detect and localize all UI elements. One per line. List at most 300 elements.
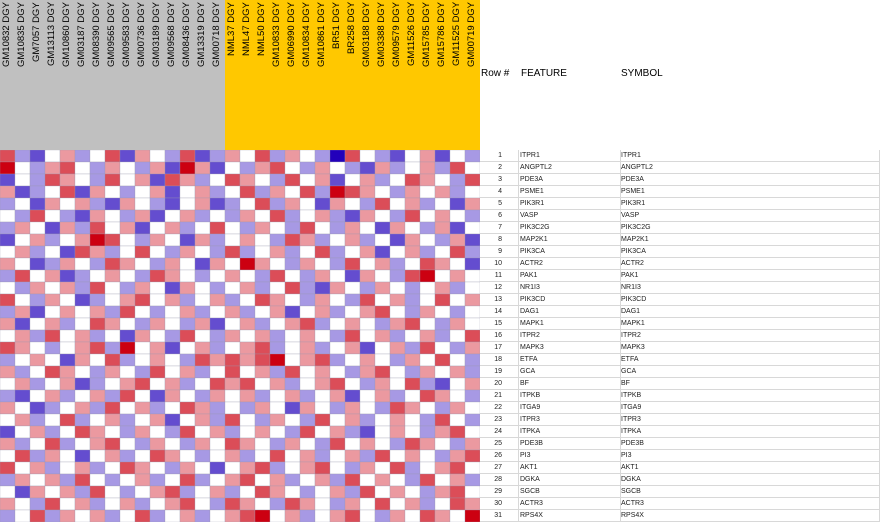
symbol-cell: GCA <box>621 368 637 375</box>
heatmap-cell <box>165 378 180 390</box>
heatmap-cell <box>420 318 435 330</box>
heatmap-cell <box>225 258 240 270</box>
heatmap-cell <box>345 306 360 318</box>
heatmap-cell <box>30 330 45 342</box>
heatmap-cell <box>180 330 195 342</box>
heatmap-cell <box>0 294 15 306</box>
heatmap-cell <box>435 366 450 378</box>
column-divider <box>518 414 519 425</box>
heatmap-cell <box>150 414 165 426</box>
heatmap-cell <box>165 222 180 234</box>
heatmap-cell <box>75 354 90 366</box>
heatmap-cell <box>405 366 420 378</box>
heatmap-cell <box>465 318 480 330</box>
feature-cell: ITPR1 <box>520 152 540 159</box>
column-divider <box>620 366 621 377</box>
table-row <box>480 450 880 462</box>
column-divider <box>620 186 621 197</box>
heatmap-cell <box>420 510 435 522</box>
heatmap-cell <box>255 414 270 426</box>
heatmap-cell <box>90 222 105 234</box>
heatmap-cell <box>225 342 240 354</box>
heatmap-cell <box>330 270 345 282</box>
heatmap-cell <box>240 222 255 234</box>
heatmap-cell <box>105 402 120 414</box>
heatmap-cell <box>465 306 480 318</box>
heatmap-cell <box>360 402 375 414</box>
row-number: 25 <box>494 440 502 447</box>
heatmap-cell <box>270 306 285 318</box>
heatmap-cell <box>330 294 345 306</box>
heatmap-cell <box>15 282 30 294</box>
heatmap-cell <box>120 246 135 258</box>
heatmap-cell <box>255 222 270 234</box>
heatmap-cell <box>105 270 120 282</box>
heatmap-cell <box>0 486 15 498</box>
heatmap-cell <box>90 150 105 162</box>
heatmap-cell <box>150 378 165 390</box>
heatmap-cell <box>375 174 390 186</box>
heatmap-cell <box>435 186 450 198</box>
heatmap-cell <box>15 162 30 174</box>
heatmap-cell <box>450 402 465 414</box>
table-row <box>480 210 880 222</box>
heatmap-cell <box>435 462 450 474</box>
heatmap-cell <box>150 234 165 246</box>
heatmap-cell <box>150 162 165 174</box>
column-divider <box>620 246 621 257</box>
feature-cell: PIK3CA <box>520 248 545 255</box>
heatmap-cell <box>405 402 420 414</box>
heatmap-cell <box>75 258 90 270</box>
heatmap-cell <box>300 426 315 438</box>
heatmap-cell <box>90 450 105 462</box>
heatmap-cell <box>390 282 405 294</box>
column-divider <box>518 222 519 233</box>
heatmap-cell <box>150 438 165 450</box>
heatmap-cell <box>315 450 330 462</box>
heatmap-cell <box>30 258 45 270</box>
heatmap-cell <box>75 414 90 426</box>
heatmap-cell <box>150 210 165 222</box>
heatmap-cell <box>60 390 75 402</box>
heatmap-cell <box>105 330 120 342</box>
heatmap-cell <box>180 150 195 162</box>
feature-cell: ACTR2 <box>520 260 543 267</box>
heatmap-cell <box>0 426 15 438</box>
heatmap-cell <box>0 402 15 414</box>
row-number: 22 <box>494 404 502 411</box>
heatmap-cell <box>390 438 405 450</box>
symbol-cell: PDE3A <box>621 176 644 183</box>
heatmap-cell <box>60 306 75 318</box>
heatmap-cell <box>450 318 465 330</box>
heatmap-cell <box>0 306 15 318</box>
heatmap-cell <box>210 390 225 402</box>
heatmap-cell <box>315 174 330 186</box>
heatmap-cell <box>15 450 30 462</box>
column-divider <box>620 282 621 293</box>
heatmap-cell <box>255 174 270 186</box>
column-divider <box>620 486 621 497</box>
heatmap-cell <box>0 198 15 210</box>
heatmap-cell <box>285 426 300 438</box>
heatmap-cell <box>360 342 375 354</box>
heatmap-cell <box>120 294 135 306</box>
heatmap-cell <box>150 330 165 342</box>
heatmap-cell <box>345 318 360 330</box>
heatmap-cell <box>345 210 360 222</box>
column-divider <box>518 294 519 305</box>
heatmap-cell <box>180 366 195 378</box>
heatmap-cell <box>330 246 345 258</box>
heatmap-cell <box>75 426 90 438</box>
heatmap-cell <box>210 270 225 282</box>
heatmap-cell <box>270 150 285 162</box>
heatmap-cell <box>120 474 135 486</box>
heatmap-cell <box>360 426 375 438</box>
heatmap-cell <box>465 330 480 342</box>
feature-cell: RPS4X <box>520 512 543 519</box>
heatmap-cell <box>435 150 450 162</box>
heatmap-cell <box>315 282 330 294</box>
heatmap-cell <box>225 414 240 426</box>
symbol-cell: PIK3CA <box>621 248 646 255</box>
heatmap-cell <box>255 282 270 294</box>
heatmap-cell <box>180 318 195 330</box>
heatmap-cell <box>210 366 225 378</box>
heatmap-cell <box>180 306 195 318</box>
sample-label: GM13319 DGY <box>196 2 207 67</box>
feature-cell: ITPR2 <box>520 332 540 339</box>
heatmap-cell <box>330 318 345 330</box>
heatmap-cell <box>270 210 285 222</box>
heatmap-cell <box>90 498 105 510</box>
heatmap-cell <box>30 366 45 378</box>
heatmap-cell <box>195 378 210 390</box>
heatmap-cell <box>60 354 75 366</box>
heatmap-cell <box>30 474 45 486</box>
heatmap-cell <box>90 474 105 486</box>
heatmap-cell <box>45 270 60 282</box>
heatmap-cell <box>0 174 15 186</box>
heatmap-cell <box>75 390 90 402</box>
heatmap-cell <box>135 462 150 474</box>
heatmap-cell <box>330 162 345 174</box>
heatmap-cell <box>285 318 300 330</box>
heatmap-cell <box>150 150 165 162</box>
heatmap-cell <box>405 282 420 294</box>
heatmap-cell <box>360 366 375 378</box>
heatmap-cell <box>210 258 225 270</box>
heatmap-cell <box>390 354 405 366</box>
heatmap-cell <box>255 198 270 210</box>
heatmap-cell <box>120 234 135 246</box>
heatmap-cell <box>180 426 195 438</box>
heatmap-cell <box>450 186 465 198</box>
heatmap-cell <box>330 342 345 354</box>
heatmap-cell <box>150 342 165 354</box>
column-divider <box>620 318 621 329</box>
column-divider <box>518 474 519 485</box>
heatmap-cell <box>315 498 330 510</box>
heatmap-cell <box>390 450 405 462</box>
heatmap-cell <box>0 270 15 282</box>
heatmap-cell <box>435 270 450 282</box>
table-row <box>480 354 880 366</box>
row-number: 26 <box>494 452 502 459</box>
heatmap-cell <box>390 366 405 378</box>
heatmap-cell <box>450 342 465 354</box>
heatmap-cell <box>390 474 405 486</box>
heatmap-cell <box>15 270 30 282</box>
heatmap-cell <box>285 402 300 414</box>
heatmap-cell <box>465 342 480 354</box>
heatmap-cell <box>45 426 60 438</box>
sample-label: GM10832 DGY <box>1 2 12 67</box>
heatmap-cell <box>420 414 435 426</box>
symbol-cell: MAPK1 <box>621 320 645 327</box>
heatmap-cell <box>375 318 390 330</box>
heatmap-cell <box>45 486 60 498</box>
table-row <box>480 246 880 258</box>
heatmap-cell <box>285 354 300 366</box>
heatmap-cell <box>165 282 180 294</box>
heatmap-cell <box>360 510 375 522</box>
sample-label: GM09579 DGY <box>391 2 402 67</box>
heatmap-cell <box>180 474 195 486</box>
heatmap-cell <box>90 366 105 378</box>
heatmap-cell <box>225 426 240 438</box>
row-number: 18 <box>494 356 502 363</box>
sample-label: GM10861 DGY <box>316 2 327 67</box>
heatmap-cell <box>225 438 240 450</box>
heatmap-cell <box>390 342 405 354</box>
heatmap-cell <box>330 366 345 378</box>
heatmap-cell <box>375 402 390 414</box>
heatmap-cell <box>435 234 450 246</box>
heatmap-cell <box>300 390 315 402</box>
heatmap-cell <box>435 258 450 270</box>
heatmap-cell <box>90 402 105 414</box>
column-divider <box>620 270 621 281</box>
heatmap-cell <box>120 462 135 474</box>
heatmap-cell <box>240 270 255 282</box>
heatmap-cell <box>195 414 210 426</box>
heatmap-cell <box>255 438 270 450</box>
symbol-cell: ETFA <box>621 356 639 363</box>
heatmap-cell <box>300 354 315 366</box>
heatmap-cell <box>135 342 150 354</box>
heatmap-cell <box>315 462 330 474</box>
heatmap-cell <box>345 426 360 438</box>
heatmap-cell <box>345 294 360 306</box>
heatmap-cell <box>330 210 345 222</box>
heatmap-cell <box>345 462 360 474</box>
heatmap-cell <box>30 498 45 510</box>
heatmap-cell <box>270 234 285 246</box>
heatmap-cell <box>195 510 210 522</box>
heatmap-cell <box>240 282 255 294</box>
heatmap-cell <box>315 378 330 390</box>
heatmap-cell <box>420 342 435 354</box>
heatmap-cell <box>30 150 45 162</box>
heatmap-cell <box>345 498 360 510</box>
column-divider <box>620 234 621 245</box>
heatmap-cell <box>420 258 435 270</box>
heatmap-cell <box>60 270 75 282</box>
heatmap-cell <box>255 498 270 510</box>
heatmap-cell <box>210 318 225 330</box>
heatmap-cell <box>120 306 135 318</box>
heatmap-cell <box>360 462 375 474</box>
heatmap-cell <box>180 282 195 294</box>
heatmap-cell <box>150 222 165 234</box>
heatmap-cell <box>240 234 255 246</box>
heatmap-cell <box>375 198 390 210</box>
heatmap-cell <box>300 474 315 486</box>
heatmap-cell <box>135 198 150 210</box>
heatmap-cell <box>405 270 420 282</box>
heatmap-cell <box>405 186 420 198</box>
heatmap-cell <box>135 294 150 306</box>
heatmap-cell <box>30 198 45 210</box>
row-number: 31 <box>494 512 502 519</box>
heatmap-cell <box>300 198 315 210</box>
heatmap-cell <box>225 174 240 186</box>
heatmap-cell <box>300 450 315 462</box>
heatmap-cell <box>195 438 210 450</box>
heatmap-cell <box>405 510 420 522</box>
heatmap-cell <box>465 366 480 378</box>
heatmap-cell <box>0 510 15 522</box>
heatmap-cell <box>150 306 165 318</box>
heatmap-cell <box>120 486 135 498</box>
heatmap-cell <box>30 186 45 198</box>
heatmap-cell <box>225 402 240 414</box>
table-row <box>480 258 880 270</box>
heatmap-cell <box>360 306 375 318</box>
heatmap-cell <box>60 486 75 498</box>
heatmap-cell <box>330 330 345 342</box>
heatmap-cell <box>360 270 375 282</box>
heatmap-cell <box>240 450 255 462</box>
heatmap-cell <box>45 414 60 426</box>
heatmap-cell <box>60 210 75 222</box>
heatmap-cell <box>270 342 285 354</box>
feature-cell: ETFA <box>520 356 538 363</box>
heatmap-cell <box>255 210 270 222</box>
row-number: 6 <box>498 212 502 219</box>
feature-cell: PDE3A <box>520 176 543 183</box>
heatmap-cell <box>195 330 210 342</box>
heatmap-cell <box>60 462 75 474</box>
heatmap-cell <box>405 162 420 174</box>
heatmap-cell <box>345 234 360 246</box>
heatmap-cell <box>435 426 450 438</box>
heatmap-cell <box>315 294 330 306</box>
heatmap-cell <box>450 378 465 390</box>
heatmap-cell <box>270 498 285 510</box>
heatmap-cell <box>300 150 315 162</box>
heatmap-cell <box>90 438 105 450</box>
heatmap-cell <box>135 450 150 462</box>
heatmap-cell <box>180 234 195 246</box>
column-divider <box>620 198 621 209</box>
heatmap-cell <box>420 282 435 294</box>
feature-cell: VASP <box>520 212 539 219</box>
heatmap-cell <box>450 414 465 426</box>
heatmap-cell <box>105 174 120 186</box>
heatmap-cell <box>195 150 210 162</box>
heatmap-cell <box>300 342 315 354</box>
heatmap-cell <box>105 186 120 198</box>
heatmap-cell <box>225 246 240 258</box>
heatmap-cell <box>405 234 420 246</box>
heatmap-cell <box>0 162 15 174</box>
feature-cell: SGCB <box>520 488 540 495</box>
heatmap-cell <box>465 378 480 390</box>
heatmap-cell <box>195 318 210 330</box>
heatmap-cell <box>120 330 135 342</box>
heatmap-cell <box>180 246 195 258</box>
column-divider <box>518 198 519 209</box>
heatmap-cell <box>45 294 60 306</box>
heatmap-cell <box>225 486 240 498</box>
heatmap-cell <box>210 162 225 174</box>
heatmap-cell <box>150 246 165 258</box>
heatmap-cell <box>450 222 465 234</box>
heatmap-cell <box>345 378 360 390</box>
heatmap-cell <box>120 378 135 390</box>
column-divider <box>620 330 621 341</box>
heatmap-cell <box>255 186 270 198</box>
symbol-cell: NR1I3 <box>621 284 641 291</box>
table-row <box>480 162 880 174</box>
column-divider <box>518 354 519 365</box>
heatmap-cell <box>195 234 210 246</box>
heatmap-cell <box>270 270 285 282</box>
heatmap-cell <box>225 270 240 282</box>
column-divider <box>518 150 519 161</box>
heatmap-cell <box>210 150 225 162</box>
heatmap-cell <box>315 390 330 402</box>
heatmap-cell <box>300 486 315 498</box>
table-row <box>480 486 880 498</box>
heatmap-cell <box>330 354 345 366</box>
heatmap-cell <box>270 462 285 474</box>
heatmap-cell <box>420 306 435 318</box>
heatmap-cell <box>345 198 360 210</box>
heatmap-cell <box>195 246 210 258</box>
heatmap-cell <box>180 390 195 402</box>
heatmap-cell <box>180 414 195 426</box>
symbol-cell: ANGPTL2 <box>621 164 653 171</box>
symbol-cell: DAG1 <box>621 308 641 315</box>
heatmap-cell <box>405 294 420 306</box>
heatmap-cell <box>375 426 390 438</box>
heatmap-cell <box>360 318 375 330</box>
heatmap-cell <box>285 462 300 474</box>
heatmap-cell <box>240 378 255 390</box>
heatmap-cell <box>15 186 30 198</box>
heatmap-cell <box>390 150 405 162</box>
heatmap-cell <box>345 270 360 282</box>
heatmap-cell <box>330 282 345 294</box>
heatmap-cell <box>375 306 390 318</box>
heatmap-cell <box>300 246 315 258</box>
heatmap-cell <box>15 294 30 306</box>
